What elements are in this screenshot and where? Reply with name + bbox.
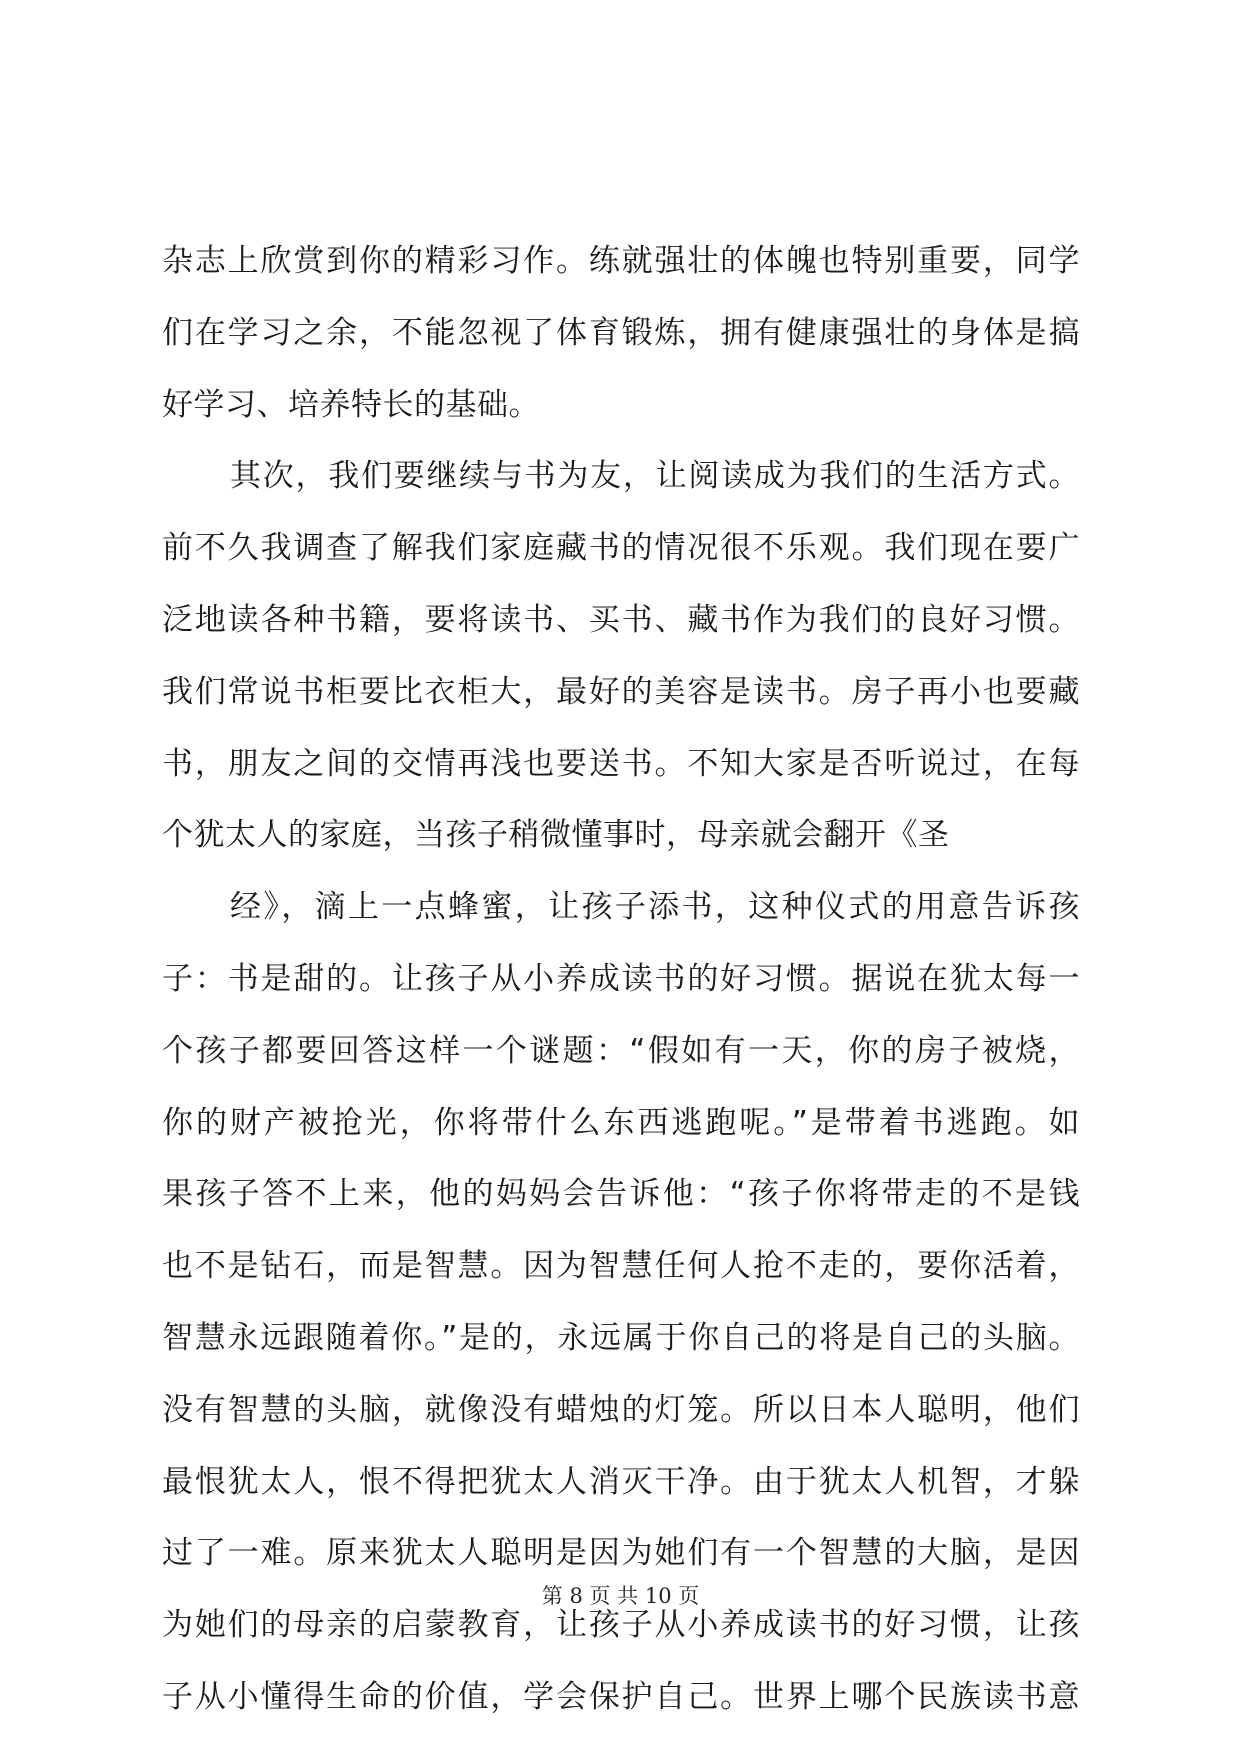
text-line: 智慧永远跟随着你。”是的，永远属于你自己的将是自己的头脑。 (162, 1319, 1080, 1356)
text-line: 为她们的母亲的启蒙教育，让孩子从小养成读书的好习惯，让孩 (162, 1607, 1080, 1644)
text-line: 其次，我们要继续与书为友，让阅读成为我们的生活方式。 (230, 458, 1080, 495)
text-line: 个孩子都要回答这样一个谜题：“假如有一天，你的房子被烧， (162, 1032, 1080, 1069)
text-line: 书，朋友之间的交情再浅也要送书。不知大家是否听说过，在每 (162, 745, 1080, 782)
text-line: 果孩子答不上来，他的妈妈会告诉他：“孩子你将带走的不是钱 (162, 1176, 1080, 1213)
text-line: 过了一难。原来犹太人聪明是因为她们有一个智慧的大脑，是因 (162, 1535, 1080, 1572)
text-line: 杂志上欣赏到你的精彩习作。练就强壮的体魄也特别重要，同学 (162, 243, 1080, 279)
text-line: 好学习、培养特长的基础。 (162, 386, 540, 423)
text-line: 你的财产被抢光，你将带什么东西逃跑呢。”是带着书逃跑。如 (162, 1104, 1080, 1141)
text-line: 也不是钻石，而是智慧。因为智慧任何人抢不走的，要你活着， (162, 1248, 1080, 1285)
text-line: 子：书是甜的。让孩子从小养成读书的好习惯。据说在犹太每一 (162, 960, 1080, 997)
text-line: 前不久我调查了解我们家庭藏书的情况很不乐观。我们现在要广 (162, 530, 1080, 567)
text-line: 最恨犹太人，恨不得把犹太人消灭干净。由于犹太人机智，才躲 (162, 1463, 1080, 1500)
text-line: 子从小懂得生命的价值，学会保护自己。世界上哪个民族读书意 (162, 1678, 1080, 1715)
text-line: 我们常说书柜要比衣柜大，最好的美容是读书。房子再小也要藏 (162, 673, 1080, 710)
text-line: 泛地读各种书籍，要将读书、买书、藏书作为我们的良好习惯。 (162, 601, 1080, 638)
text-line: 经》，滴上一点蜂蜜，让孩子添书，这种仪式的用意告诉孩 (230, 889, 1080, 926)
text-line: 个犹太人的家庭，当孩子稍微懂事时，母亲就会翻开《圣 (162, 817, 950, 854)
text-line: 没有智慧的头脑，就像没有蜡烛的灯笼。所以日本人聪明，他们 (162, 1391, 1080, 1428)
text-line: 们在学习之余，不能忽视了体育锻炼，拥有健康强壮的身体是搞 (162, 314, 1080, 351)
page-number-footer: 第 8 页 共 10 页 (541, 1584, 700, 1608)
document-body (162, 226, 1080, 1734)
